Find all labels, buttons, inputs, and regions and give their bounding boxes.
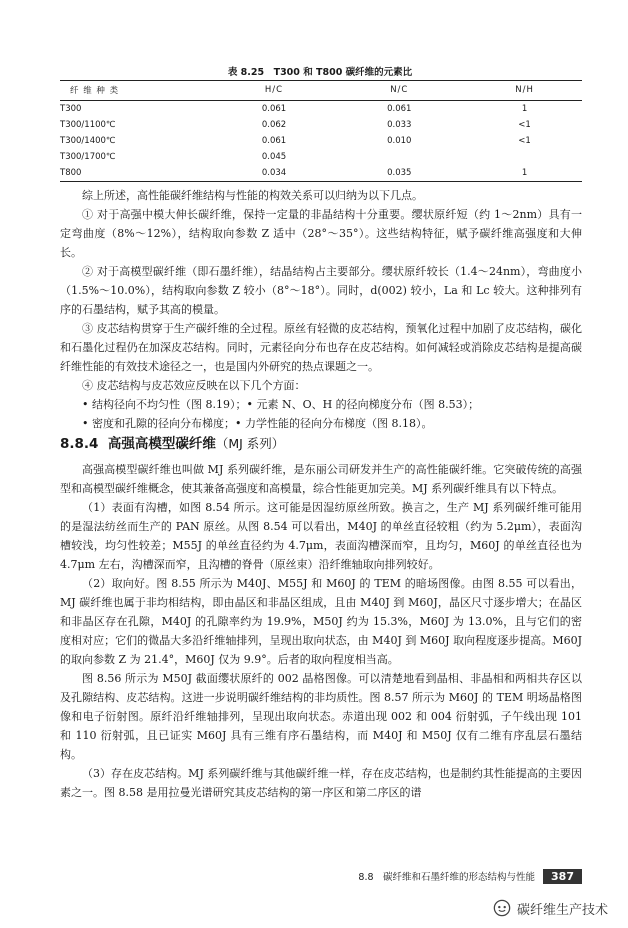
table-cell: 0.061	[261, 104, 287, 114]
watermark	[0, 893, 628, 923]
table-cell: 0.062	[261, 120, 287, 130]
table-cell	[467, 149, 582, 165]
table-row	[60, 117, 582, 133]
table-row	[60, 133, 582, 149]
table-cell: 0.010	[387, 136, 412, 146]
table-cell: T300/1100℃	[60, 120, 116, 130]
section-number: 8.8.4	[60, 436, 99, 452]
table-header-cell: H/C	[217, 81, 332, 101]
paragraph: 高强高模型碳纤维也叫做 MJ 系列碳纤维，是东丽公司研发并生产的高性能碳纤维。它突破传统的高强型和高模型碳纤维概念，使其兼备高强度和高模量，综合性能更加完美。MJ 系列碳纤维具有以下特点。	[60, 463, 582, 495]
table-header-cell: N/H	[467, 81, 582, 101]
paragraph: ② 对于高模型碳纤维（即石墨纤维），结晶结构占主要部分。缨状原纤较长（1.4～24nm），弯曲度小（1.5%～10.0%），结构取向参数 Z 较小（8°～18°）。同时，d(002) 较小，La 和 Lc 较大。这种排列有序的石墨结构，赋予其高的模量。	[60, 265, 582, 316]
paragraph: 综上所述，高性能碳纤维结构与性能的构效关系可以归纳为以下几点。	[82, 189, 423, 202]
table-cell: T800	[60, 165, 217, 182]
table-cell: 0.061	[261, 136, 287, 146]
wechat-account-icon	[493, 899, 511, 917]
bullet-line: • 结构径向不均匀性（图 8.19）；• 元素 N、O、H 的径向梯度分布（图 8.53）；	[82, 398, 480, 411]
section-heading	[60, 432, 284, 452]
table-cell: 0.035	[331, 165, 467, 182]
table-cell: T300/1700℃	[60, 152, 116, 162]
running-title: 8.8 碳纤维和石墨纤维的形态结构与性能	[358, 872, 536, 883]
section-title: 高强高模型碳纤维	[107, 436, 216, 452]
page-footer	[358, 867, 582, 885]
table-cell: 0.045	[261, 152, 287, 162]
paragraph: 图 8.56 所示为 M50J 截面缨状原纤的 002 晶格图像。可以清楚地看到晶相、非晶相和两相共存区以及孔隙结构、皮芯结构。这进一步说明碳纤维结构的非均质性。图 8.57 所示为 M60J 的 TEM 明场晶格图像和电子衍射图。原纤沿纤维轴排列，呈现出取向状态。赤道出现 002 和 004 衍射弧，子午线出现 101 和 110 衍射弧，且已证实 M60J 具有三维有序石墨结构，而 M40J 和 M50J 仅有二维有序乱层石墨结构。	[60, 672, 582, 761]
mj-series-section	[60, 460, 582, 802]
table-row	[60, 165, 582, 182]
paragraph: ③ 皮芯结构贯穿于生产碳纤维的全过程。原丝有轻微的皮芯结构，预氧化过程中加剧了皮芯结构，碳化和石墨化过程仍在加深皮芯结构。同时，元素径向分布也存在皮芯结构。如何减轻或消除皮芯结构是提高碳纤维性能的有效技术途径之一，也是国内外研究的热点课题之一。	[60, 322, 582, 373]
bullet-line: • 密度和孔隙的径向分布梯度；• 力学性能的径向分布梯度（图 8.18）。	[82, 417, 433, 430]
table-cell: 1	[467, 165, 582, 182]
table-cell: 0.034	[217, 165, 332, 182]
paragraph: ④ 皮芯结构与皮芯效应反映在以下几个方面：	[82, 379, 306, 392]
page-number: 387	[543, 869, 582, 884]
paragraph: （2）取向好。图 8.55 所示为 M40J、M55J 和 M60J 的 TEM 的暗场图像。由图 8.55 可以看出，MJ 碳纤维也属于非均相结构，即由晶区和非晶区组成，且由 M40J 到 M60J，晶区尺寸逐步增大；在晶区和非晶区存在孔隙，M40J 的孔隙率约为 19.9%，M50J 约为 15.3%，M60J 为 13.0%，且与它们的密度相对应；它们的微晶大多沿纤维轴排列，呈现出取向状态，由 M40J 到 M60J 取向程度逐步提高。M60J 的取向参数 Z 为 21.4°，M60J 仅为 9.9°。后者的取向程度相当高。	[60, 577, 582, 666]
table-header-cell: N/C	[331, 81, 467, 101]
table-cell: 1	[521, 104, 528, 114]
element-ratio-table	[60, 80, 582, 182]
table-header-row	[60, 81, 582, 101]
table-cell: <1	[518, 120, 531, 130]
table-caption: 表 8.25 T300 和 T800 碳纤维的元素比	[227, 67, 413, 78]
table-cell	[331, 149, 467, 165]
table-cell: 0.061	[387, 104, 412, 114]
paragraph: ① 对于高强中模大伸长碳纤维，保持一定量的非晶结构十分重要。缨状原纤短（约 1～2nm）具有一定弯曲度（8%～12%），结构取向参数 Z 适中（28°～35°）。这些结构特征，赋予碳纤维高强度和大伸长。	[60, 208, 582, 259]
table-cell: <1	[518, 136, 531, 146]
table-cell: T300/1400℃	[60, 136, 116, 146]
table-cell: 0.033	[387, 120, 412, 130]
paragraph: （3）存在皮芯结构。MJ 系列碳纤维与其他碳纤维一样，存在皮芯结构，也是制约其性能提高的主要因素之一。图 8.58 是用拉曼光谱研究其皮芯结构的第一序区和第二序区的谱	[60, 767, 582, 799]
paragraph: （1）表面有沟槽，如图 8.54 所示。这可能是因湿纺原丝所致。换言之，生产 MJ 系列碳纤维可能用的是湿法纺丝而生产的 PAN 原丝。从图 8.54 可以看出，M40J 的单丝直径较粗（约为 5.2μm），表面沟槽较浅，均匀性较差；M55J 的单丝直径约为 4.7μm，表面沟槽深而窄，且均匀，M60J 的单丝直径也为 4.7μm 左右，沟槽深而窄，且沟槽的脊骨（原丝束）沿纤维轴取向排列较好。	[60, 501, 582, 571]
summary-section	[60, 186, 582, 433]
section-title-suffix: （MJ 系列）	[215, 436, 285, 451]
table-row	[60, 101, 582, 118]
table-cell: T300	[60, 104, 82, 114]
watermark-label: 碳纤维生产技术	[516, 902, 608, 918]
table-header-cell: 纤 维 种 类	[60, 81, 217, 101]
table-row	[60, 149, 582, 165]
